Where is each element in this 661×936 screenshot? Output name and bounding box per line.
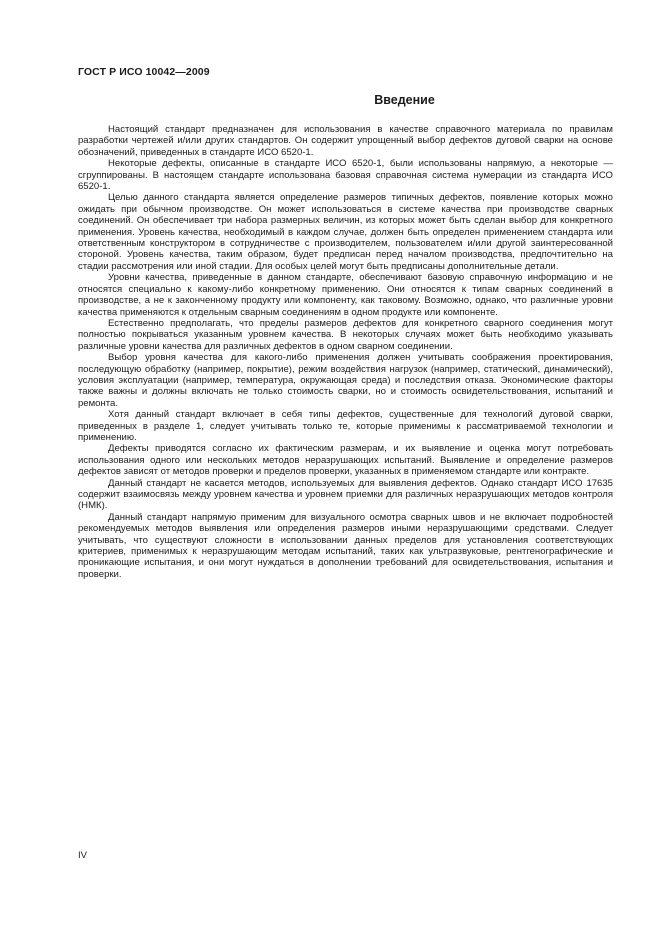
document-header: ГОСТ Р ИСО 10042—2009: [78, 66, 210, 78]
paragraph: Естественно предполагать, что пределы размеров дефектов для конкретного сварного соединения могут полностью покрываться указанным уровнем качества. В некоторых случаях может быть необходимо указывать различные уровни качества для различных дефектов в одном сварном соединении.: [78, 317, 613, 352]
body-text: [78, 124, 613, 580]
section-title: Введение: [374, 93, 435, 107]
paragraph: Данный стандарт не касается методов, используемых для выявления дефектов. Однако стандарт ИСО 17635 содержит взаимосвязь между уровнем качества и уровнем приемки для различных неразрушающих методов контроля (НМК).: [78, 477, 613, 512]
page-number: IV: [78, 850, 87, 861]
paragraph: Настоящий стандарт предназначен для использования в качестве справочного материала по правилам разработки чертежей и/или других стандартов. Он содержит упрощенный выбор дефектов дуговой сварки на основе обозначений, приведенных в стандарте ИСО 6520-1.: [78, 124, 613, 158]
paragraph: Некоторые дефекты, описанные в стандарте ИСО 6520-1, были использованы напрямую, а некоторые — сгруппированы. В настоящем стандарте использована базовая справочная система нумерации из стандарта ИСО 6520-1.: [78, 158, 613, 193]
paragraph: Дефекты приводятся согласно их фактическим размерам, и их выявление и оценка могут потребовать использования одного или нескольких методов неразрушающих испытаний. Выявление и определение размеров дефектов зависят от методов проверки и пределов проверки, указанных в применяемом стандарте или контракте.: [78, 443, 613, 478]
paragraph: Уровни качества, приведенные в данном стандарте, обеспечивают базовую справочную информацию и не относятся специально к какому-либо конкретному применению. Они относятся к типам сварных соединений в производстве, а не к законченному продукту или компоненту, как таковому. Возможно, однако, что различные уровни качества применяются к отдельным сварным соединениям в одном продукте или компоненте.: [78, 272, 613, 318]
paragraph: Целью данного стандарта является определение размеров типичных дефектов, появление которых можно ожидать при обычном производстве. Он может использоваться в системе качества при производстве сварных соединений. Он обеспечивает три набора размерных величин, из которых может быть сделан выбор для конкретного применения. Уровень качества, необходимый в каждом случае, должен быть определен применением стандарта или ответственным конструктором в сотрудничестве с производителем, пользователем и/или другой заинтересованной стороной. Уровень качества, таким образом, будет предписан перед началом производства, предпочтительно на стадии рассмотрения или иной стадии. Для особых целей могут быть предписаны дополнительные детали.: [78, 192, 613, 272]
paragraph: Хотя данный стандарт включает в себя типы дефектов, существенные для технологий дуговой сварки, приведенных в разделе 1, следует учитывать только те, которые применимы к рассматриваемой технологии и применению.: [78, 409, 613, 443]
paragraph: Выбор уровня качества для какого-либо применения должен учитывать соображения проектирования, последующую обработку (например, покрытие), режим воздействия нагрузок (например, статический, динамический), условия эксплуатации (например, температура, окружающая среда) и последствия отказа. Экономические факторы также важны и должны включать не только стоимость сварки, но и стоимость освидетельствования, испытаний и ремонта.: [78, 352, 613, 409]
paragraph: Данный стандарт напрямую применим для визуального осмотра сварных швов и не включает подробностей рекомендуемых методов выявления или определения размеров иными неразрушающими средствами. Следует учитывать, что существуют сложности в использовании данных пределов для установления соответствующих критериев, применимых к неразрушающим методам испытаний, таких как ультразвуковые, рентгенографические и проникающие испытания, и они могут нуждаться в дополнении требований для освидетельствования, испытания и проверки.: [78, 511, 613, 580]
